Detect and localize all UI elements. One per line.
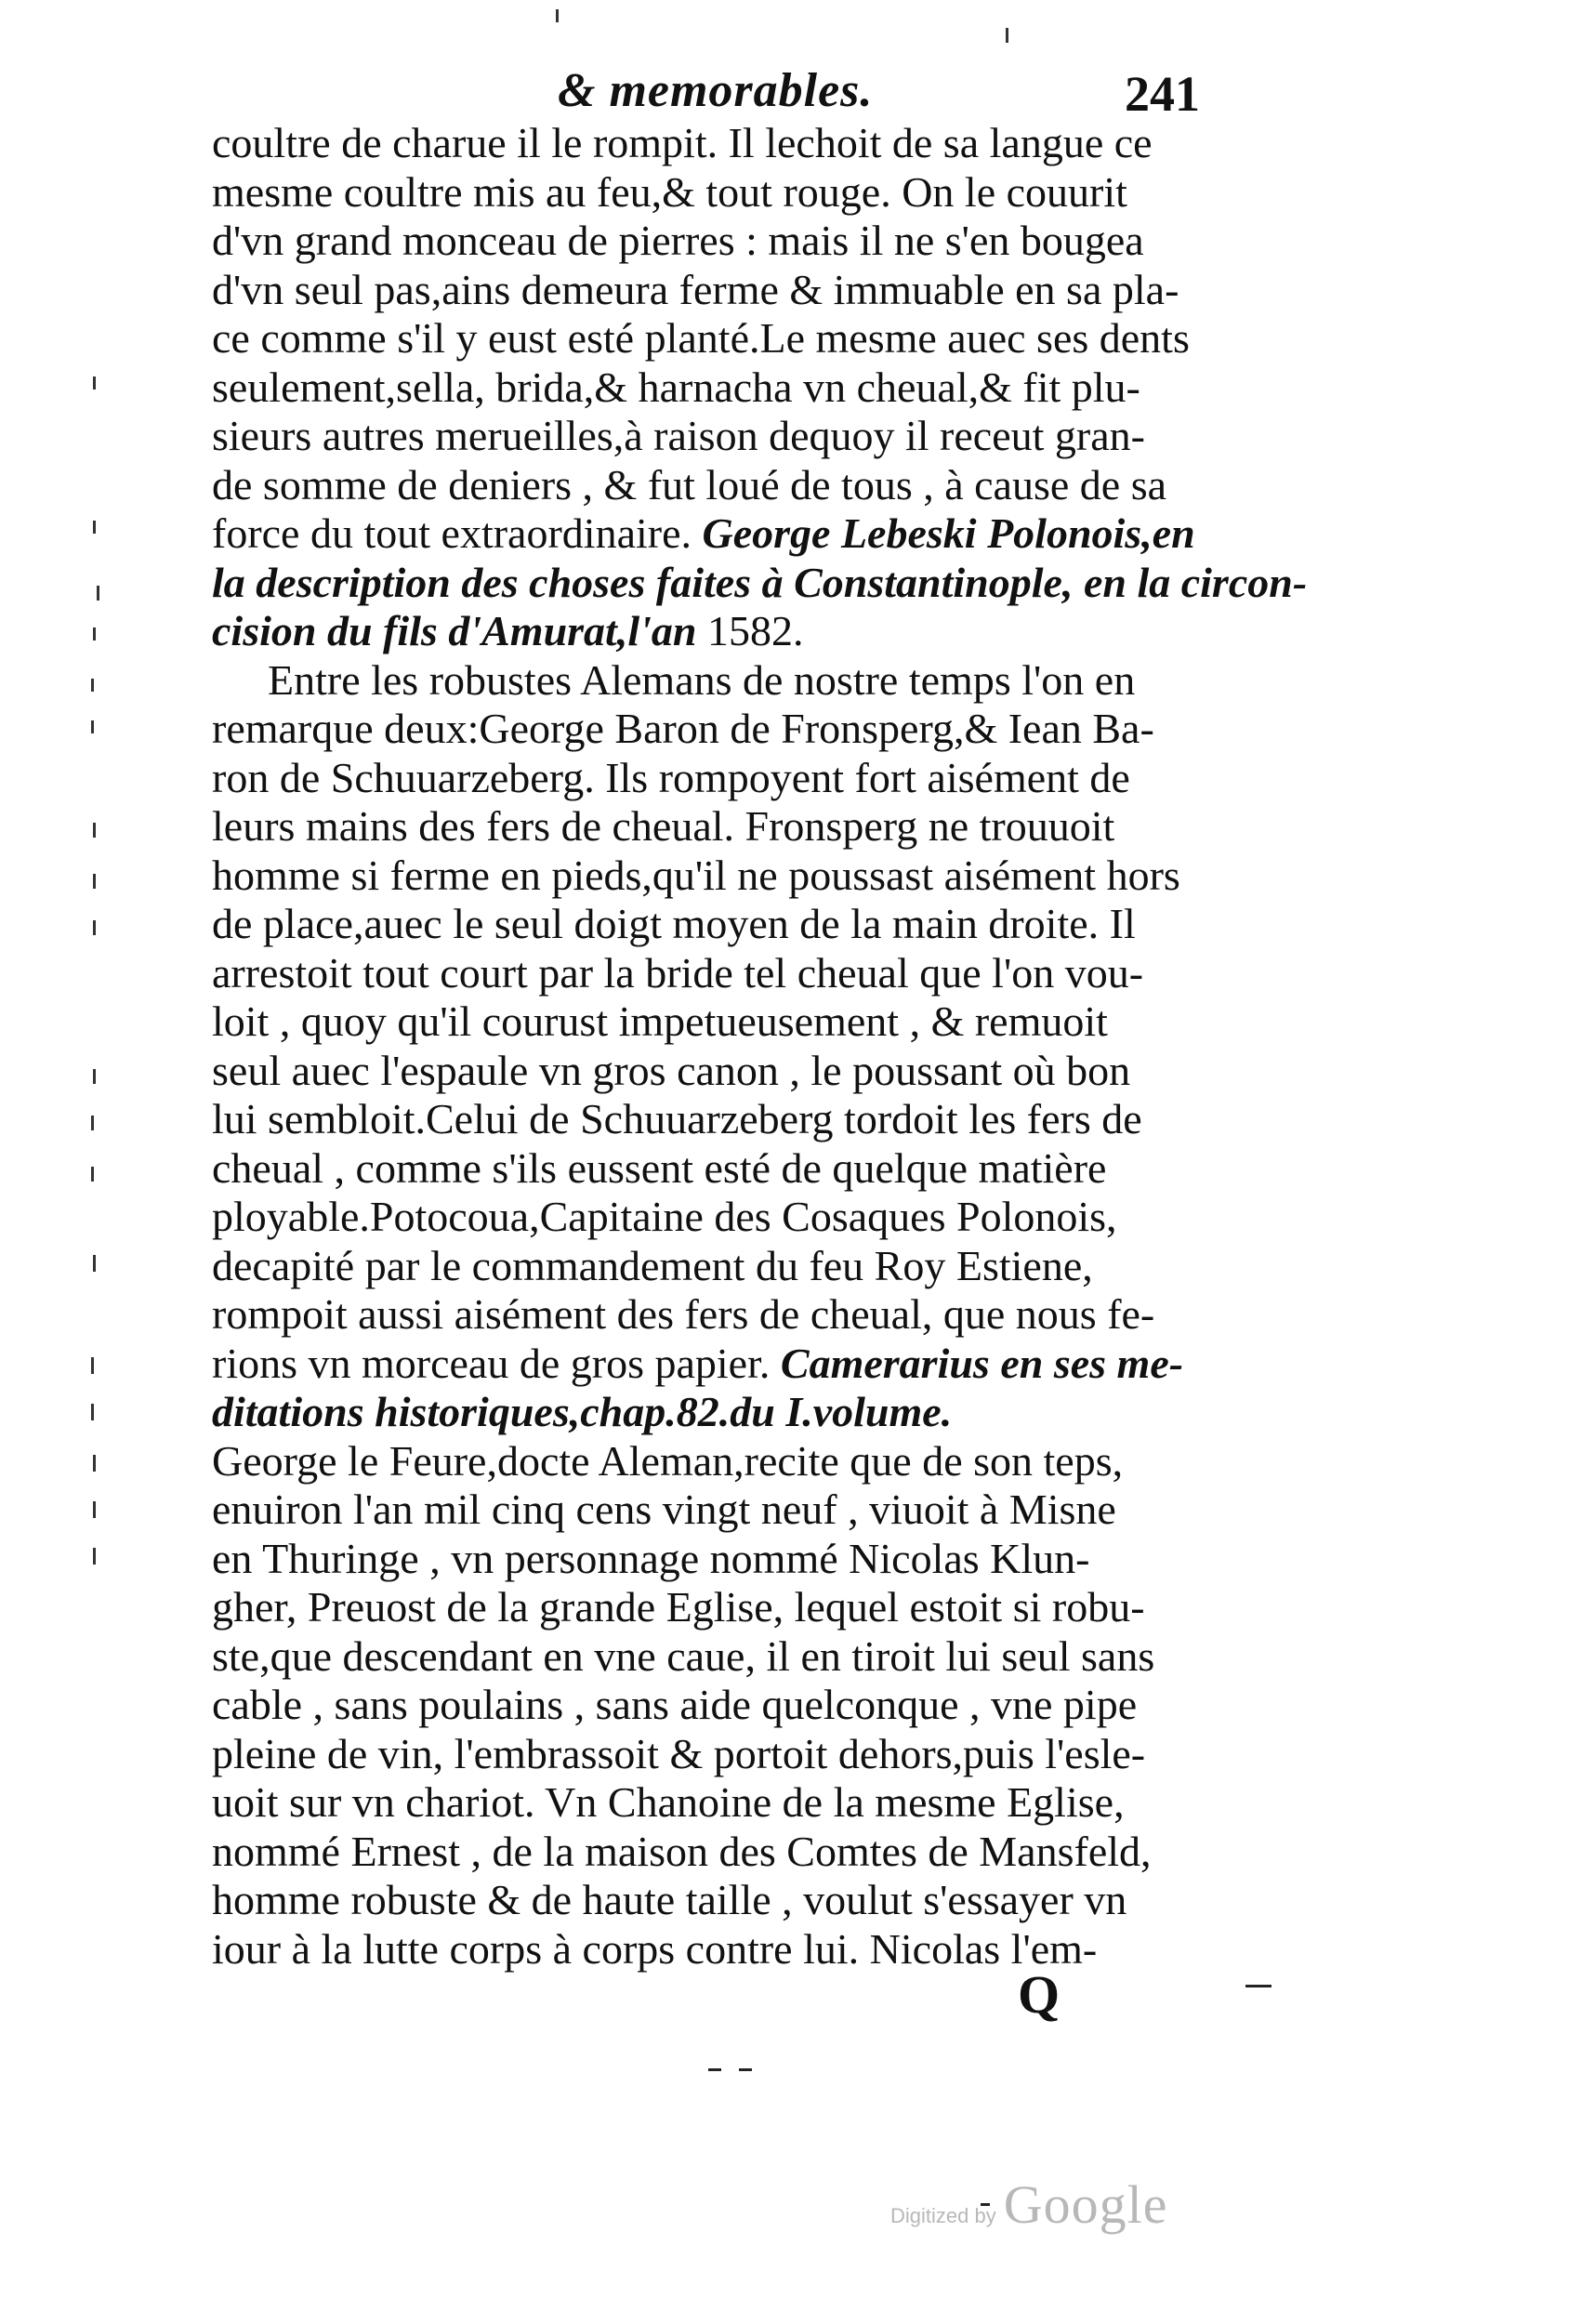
text-line: nommé Ernest , de la maison des Comtes de Mansfeld, <box>212 1827 1152 1875</box>
margin-mark <box>93 874 96 889</box>
citation-author: George Lebeski Polonois,en <box>702 509 1195 557</box>
margin-mark <box>93 376 96 390</box>
text-line: d'vn seul pas,ains demeura ferme & immuable en sa pla- <box>212 265 1179 313</box>
text-line: homme robuste & de haute taille , voulut s'essayer vn <box>212 1876 1127 1923</box>
digitization-watermark <box>890 2173 1167 2236</box>
citation-line-with-volume <box>212 1388 1234 1437</box>
margin-mark <box>91 1116 94 1130</box>
text-line: cheual , comme s'ils eussent esté de quelque matière <box>212 1143 1107 1192</box>
text-line: seulement,sella, brida,& harnacha vn cheual,& fit plu- <box>212 363 1140 411</box>
text-line: rompoit aussi aisément des fers de cheual, que nous fe- <box>212 1290 1155 1338</box>
margin-mark <box>91 679 94 692</box>
citation-line-with-year <box>212 607 1234 656</box>
citation-author: Camerarius en ses me- <box>780 1339 1184 1387</box>
body-text <box>212 119 1308 1974</box>
margin-mark <box>91 720 94 733</box>
running-title: & memorables. <box>558 64 874 117</box>
text-segment: force du tout extraordinaire. <box>212 509 692 557</box>
margin-mark <box>91 1404 94 1420</box>
text-line: coultre de charue il le rompit. Il lechoit de sa langue ce <box>212 119 1153 166</box>
margin-mark <box>93 627 96 640</box>
text-line: iour à la lutte corps à corps contre lui. Nicolas l'em- <box>212 1924 1098 1973</box>
margin-mark <box>93 1455 96 1472</box>
google-logo: Google <box>1003 2174 1168 2235</box>
margin-mark <box>93 920 96 935</box>
text-line: decapité par le commandement du feu Roy Estiene, <box>212 1241 1093 1289</box>
citation-volume: I.volume. <box>785 1388 953 1435</box>
text-line-with-citation <box>212 509 1234 559</box>
text-line: ce comme s'il y eust esté planté.Le mesme auec ses dents <box>212 314 1190 362</box>
margin-mark <box>93 1548 96 1565</box>
text-line: ste,que descendant en vne caue, il en tiroit lui seul sans <box>212 1631 1155 1680</box>
text-line: uoit sur vn chariot. Vn Chanoine de la mesme Eglise, <box>212 1778 1125 1826</box>
catchword: Q <box>1018 1964 1061 2025</box>
text-line: remarque deux:George Baron de Fronsperg,& Iean Ba- <box>212 705 1154 752</box>
text-line: ron de Schuuarzeberg. Ils rompoyent fort aisément de <box>212 753 1130 801</box>
citation-segment: cision du fils d'Amurat,l'an <box>212 607 697 654</box>
paragraph-start: George le Feure,docte Aleman,recite que de son teps, <box>212 1436 1124 1485</box>
text-line: de place,auec le seul doigt moyen de la main droite. Il <box>212 900 1136 947</box>
citation-line: la description des choses faites à Constantinople, en la circon- <box>212 558 1308 606</box>
text-line-with-citation <box>212 1340 1234 1389</box>
margin-mark <box>1006 28 1008 43</box>
text-line: mesme coultre mis au feu,& tout rouge. On le couurit <box>212 167 1127 216</box>
margin-mark <box>93 1069 96 1084</box>
text-segment: rions vn morceau de gros papier. <box>212 1339 771 1387</box>
margin-mark <box>93 1255 96 1272</box>
citation-segment: ditations historiques,chap.82.du <box>212 1388 775 1435</box>
citation-year: 1582. <box>706 607 804 654</box>
text-line: cable , sans poulains , sans aide quelconque , vne pipe <box>212 1681 1138 1728</box>
text-line: homme si ferme en pieds,qu'il ne poussast aisément hors <box>212 851 1180 899</box>
text-line: en Thuringe , vn personnage nommé Nicolas Klun- <box>212 1534 1090 1582</box>
text-line: d'vn grand monceau de pierres : mais il ne s'en bougea <box>212 217 1144 264</box>
margin-mark <box>91 1167 94 1182</box>
page-number: 241 <box>1125 66 1200 122</box>
text-line: pleine de vin, l'embrassoit & portoit dehors,puis l'esle- <box>212 1729 1146 1777</box>
text-line: loit , quoy qu'il courust impetueusement , & remuoit <box>212 997 1108 1045</box>
scan-speck <box>1245 1985 1271 1987</box>
scan-speck <box>739 2068 752 2071</box>
text-line: lui sembloit.Celui de Schuuarzeberg tordoit les fers de <box>212 1095 1142 1142</box>
text-line: sieurs autres merueilles,à raison dequoy il receut gran- <box>212 412 1145 459</box>
text-line: seul auec l'espaule vn gros canon , le poussant où bon <box>212 1046 1131 1094</box>
text-line: arrestoit tout court par la bride tel cheual que l'on vou- <box>212 948 1144 997</box>
margin-mark <box>93 823 96 838</box>
margin-mark <box>556 9 559 22</box>
text-line: enuiron l'an mil cinq cens vingt neuf , viuoit à Misne <box>212 1486 1116 1533</box>
scan-speck <box>708 2068 721 2071</box>
text-line: de somme de deniers , & fut loué de tous , à cause de sa <box>212 460 1167 508</box>
margin-mark <box>93 1501 96 1518</box>
watermark-prefix: Digitized by <box>890 2204 996 2227</box>
text-line: gher, Preuost de la grande Eglise, lequel estoit si robu- <box>212 1583 1145 1631</box>
paragraph-start: Entre les robustes Alemans de nostre temps l'on en <box>268 655 1136 704</box>
text-line: leurs mains des fers de cheual. Fronsperg ne trouuoit <box>212 802 1115 850</box>
text-line: ployable.Potocoua,Capitaine des Cosaques Polonois, <box>212 1193 1117 1240</box>
margin-mark <box>91 1357 94 1374</box>
margin-mark <box>93 521 96 534</box>
margin-mark <box>97 586 99 601</box>
